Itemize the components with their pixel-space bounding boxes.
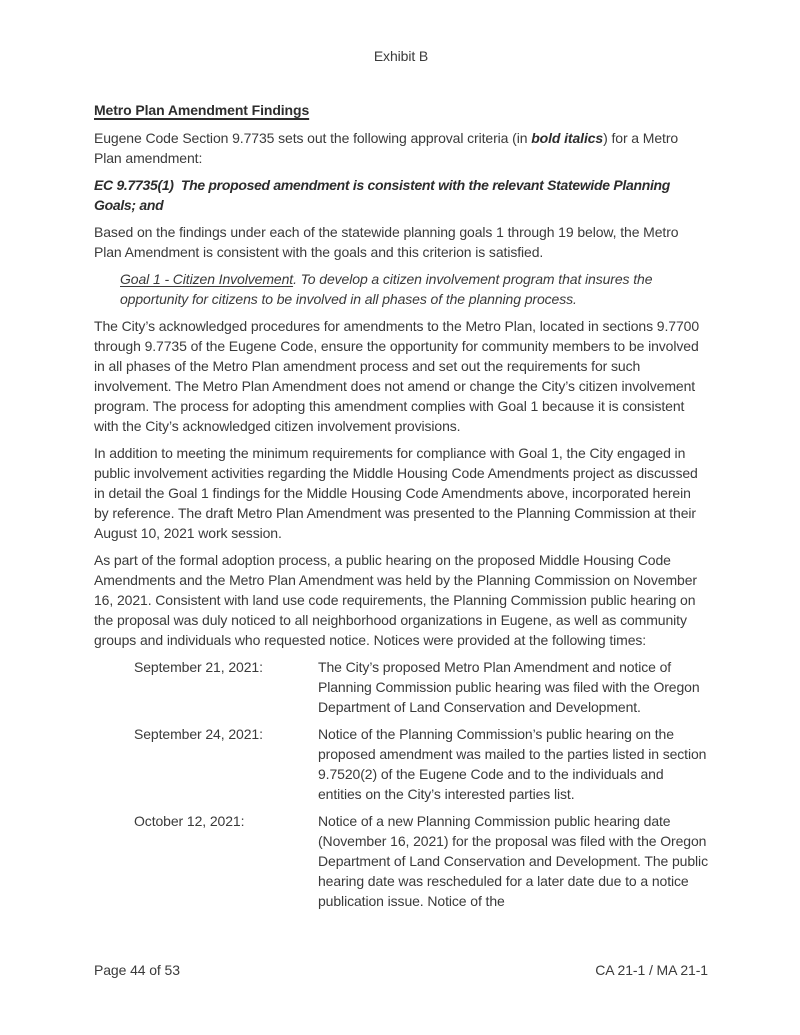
page-number: Page 44 of 53 bbox=[94, 962, 180, 978]
notice-row bbox=[134, 811, 708, 911]
paragraph-public-involvement: In addition to meeting the minimum requirements for compliance with Goal 1, the City engaged in public involvement activities regarding the Middle Housing Code Amendments project as discussed in detail the Goal 1 findings for the Middle Housing Code Amendments above, incorporated herein by reference. The draft Metro Plan Amendment was presented to the Planning Commission at their August 10, 2021 work session. bbox=[94, 445, 698, 541]
notice-text: The City’s proposed Metro Plan Amendment and notice of Planning Commission public hearing was filed with the Oregon Department of Land Conservation and Development. bbox=[318, 659, 700, 715]
goal-1-citation bbox=[120, 269, 680, 309]
intro-text-post: ) for a Metro Plan amendment: bbox=[94, 130, 679, 166]
intro-paragraph bbox=[94, 128, 708, 168]
notice-date: September 21, 2021: bbox=[134, 659, 263, 675]
notice-text: Notice of a new Planning Commission public hearing date (November 16, 2021) for the proposal was filed with the Oregon Department of Land Conservation and Development. The public hearing date was rescheduled for a later date due to a notice publication issue. Notice of the bbox=[318, 813, 708, 909]
document-title-text: Metro Plan Amendment Findings bbox=[94, 102, 310, 118]
notice-date: September 24, 2021: bbox=[134, 726, 263, 742]
intro-text-pre: Eugene Code Section 9.7735 sets out the following approval criteria (in bbox=[94, 130, 532, 146]
case-number: CA 21-1 / MA 21-1 bbox=[595, 962, 708, 978]
paragraph-goal-basis: Based on the findings under each of the statewide planning goals 1 through 19 below, the Metro Plan Amendment is consistent with the goals and this criterion is satisfied. bbox=[94, 224, 679, 260]
goal-1-label: Goal 1 - Citizen Involvement bbox=[120, 271, 294, 287]
page-footer bbox=[94, 960, 708, 980]
criterion-ec-9-7735-1: EC 9.7735(1) The proposed amendment is consistent with the relevant Statewide Planning Goals; and bbox=[94, 177, 671, 213]
document-title bbox=[94, 100, 708, 120]
intro-emphasis: bold italics bbox=[531, 130, 604, 146]
notice-list bbox=[94, 657, 708, 911]
notice-date: October 12, 2021: bbox=[134, 813, 245, 829]
notice-row bbox=[134, 657, 708, 717]
goal-1-text: . To develop a citizen involvement program that insures the opportunity for citizens to be involved in all phases of the planning process. bbox=[120, 271, 653, 307]
document-content bbox=[94, 46, 708, 918]
exhibit-label: Exhibit B bbox=[373, 48, 429, 64]
notice-text: Notice of the Planning Commission’s public hearing on the proposed amendment was mailed to the parties listed in section 9.7520(2) of the Eugene Code and to the individuals and entities on the City’s interested parties list. bbox=[318, 726, 707, 802]
paragraph-adoption-process: As part of the formal adoption process, a public hearing on the proposed Middle Housing Code Amendments and the Metro Plan Amendment was held by the Planning Commission on November 16, 2021. Consistent with land use code requirements, the Planning Commission public hearing on the proposal was duly noticed to all neighborhood organizations in Eugene, as well as community groups and individuals who requested notice. Notices were provided at the following times: bbox=[94, 552, 697, 648]
notice-row bbox=[134, 724, 708, 804]
paragraph-city-procedures: The City’s acknowledged procedures for amendments to the Metro Plan, located in sections 9.7700 through 9.7735 of the Eugene Code, ensure the opportunity for community members to be involved in all phases of the Metro Plan amendment process and set out the requirements for such involvement. The Metro Plan Amendment does not amend or change the City’s citizen involvement program. The process for adopting this amendment complies with Goal 1 because it is consistent with the City’s acknowledged citizen involvement provisions. bbox=[94, 318, 700, 434]
